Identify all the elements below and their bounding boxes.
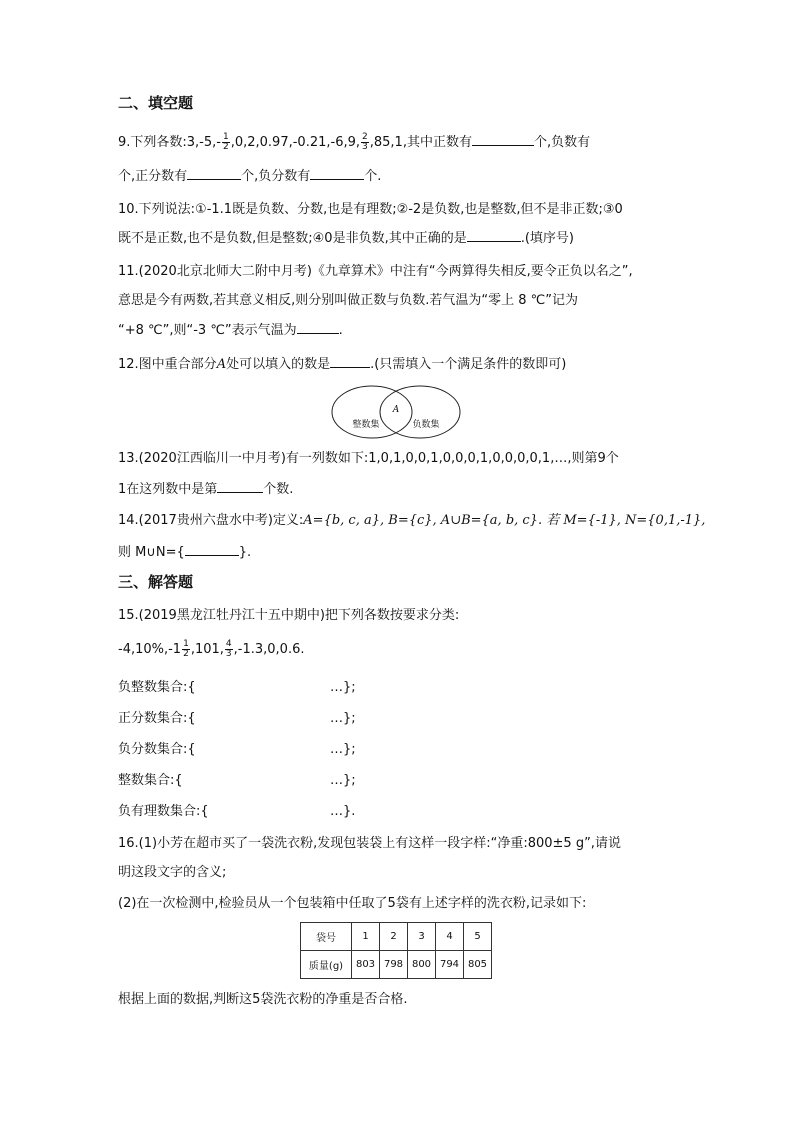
table-cell: 1: [352, 923, 380, 951]
table-cell: 2: [380, 923, 408, 951]
table-cell: 5: [464, 923, 492, 951]
set-negative-fractions: 负分数集合:{ …};: [118, 742, 356, 757]
q14-line-1: 14.(2017贵州六盘水中考)定义:A={b, c, a}, B={c}, A∪B={a, b, c}. 若 M={-1}, N={0,1,-1},: [118, 513, 706, 528]
q13-line-2: 1在这列数中是第 个数.: [118, 479, 293, 500]
q16-line-4: 根据上面的数据,判断这5袋洗衣粉的净重是否合格.: [118, 992, 408, 1007]
q12-line-1: 12.图中重合部分A处可以填入的数是 .(只需填入一个满足条件的数即可): [118, 354, 566, 375]
q14-answer-blank[interactable]: [185, 542, 239, 556]
q15-line-1: 15.(2019黑龙江牡丹江十五中期中)把下列各数按要求分类:: [118, 608, 460, 623]
section-2-title: 二、填空题: [118, 94, 194, 112]
fraction-four-thirds: $\frac{4}{3}$: [225, 639, 232, 659]
q9-positive-blank[interactable]: [472, 132, 534, 146]
fraction-two-thirds: $\frac{2}{3}$: [362, 132, 368, 152]
q11-answer-blank[interactable]: [297, 320, 339, 334]
integer-set-ellipse: [332, 386, 412, 438]
set-integers: 整数集合:{ …};: [118, 773, 356, 788]
venn-diagram: [330, 384, 464, 440]
table-header-cell: 质量(g): [301, 951, 352, 979]
venn-center-label: A: [392, 405, 400, 415]
q11-line-3: “+8 ℃”,则“-3 ℃”表示气温为 .: [118, 320, 343, 341]
table-cell: 3: [408, 923, 436, 951]
weight-table: [300, 922, 492, 979]
q10-answer-blank[interactable]: [467, 228, 521, 242]
fraction-half: $\frac{1}{2}$: [183, 639, 189, 659]
venn-left-label: 整数集: [352, 420, 380, 430]
table-cell: 805: [464, 951, 492, 979]
table-cell: 4: [436, 923, 464, 951]
table-cell: 798: [380, 951, 408, 979]
q12-answer-blank[interactable]: [330, 354, 370, 368]
venn-right-label: 负数集: [412, 420, 440, 430]
table-row: [301, 951, 492, 979]
section-3-title: 三、解答题: [118, 573, 194, 591]
q9-negative-fraction-blank[interactable]: [310, 166, 364, 180]
set-negative-rationals: 负有理数集合:{ …}.: [118, 804, 356, 819]
fraction-half: $\frac{1}{2}$: [222, 132, 229, 152]
q10-line-2: 既不是正数,也不是负数,但是整数;④0是非负数,其中正确的是 .(填序号): [118, 228, 574, 249]
q10-line-1: 10.下列说法:①-1.1既是负数、分数,也是有理数;②-2是负数,也是整数,但不是非正数;③0: [118, 202, 623, 217]
q11-line-2: 意思是今有两数,若其意义相反,则分别叫做正数与负数.若气温为“零上 8 ℃”记为: [118, 293, 579, 308]
q14-line-2: 则 M∪N={ }.: [118, 542, 251, 563]
q16-line-1: 16.(1)小芳在超市买了一袋洗衣粉,发现包装袋上有这样一段字样:“净重:800±5 g”,请说: [118, 836, 621, 851]
q15-numbers: -4,10%,-1 $\frac{1}{2}$ ,101, $\frac{4}{3}$ ,-1.3,0,0.6.: [118, 639, 305, 659]
q11-line-1: 11.(2020北京北师大二附中月考)《九章算术》中注有“今两算得失相反,要令正负以名之”,: [118, 264, 633, 279]
q9-line-1: 9.下列各数:3,-5,- $\frac{1}{2}$ ,0,2,0.97,-0.21,-6,9, $\frac{2}{3}$ ,85,1,其中正数有 个,负数有: [118, 132, 591, 152]
q13-line-1: 13.(2020江西临川一中月考)有一列数如下:1,0,1,0,0,1,0,0,0,1,0,0,0,0,1,…,则第9个: [118, 451, 619, 466]
table-cell: 800: [408, 951, 436, 979]
set-negative-integers: 负整数集合:{ …};: [118, 680, 356, 695]
table-cell: 794: [436, 951, 464, 979]
table-header-cell: 袋号: [301, 923, 352, 951]
table-cell: 803: [352, 951, 380, 979]
q9-positive-fraction-blank[interactable]: [187, 166, 241, 180]
q9-line-2: 个,正分数有 个,负分数有 个.: [118, 166, 381, 187]
table-row: [301, 923, 492, 951]
q16-line-3: (2)在一次检测中,检验员从一个包装箱中任取了5袋有上述字样的洗衣粉,记录如下:: [118, 896, 587, 911]
q13-answer-blank[interactable]: [217, 479, 263, 493]
q16-line-2: 明这段文字的含义;: [118, 865, 227, 880]
set-positive-fractions: 正分数集合:{ …};: [118, 711, 356, 726]
